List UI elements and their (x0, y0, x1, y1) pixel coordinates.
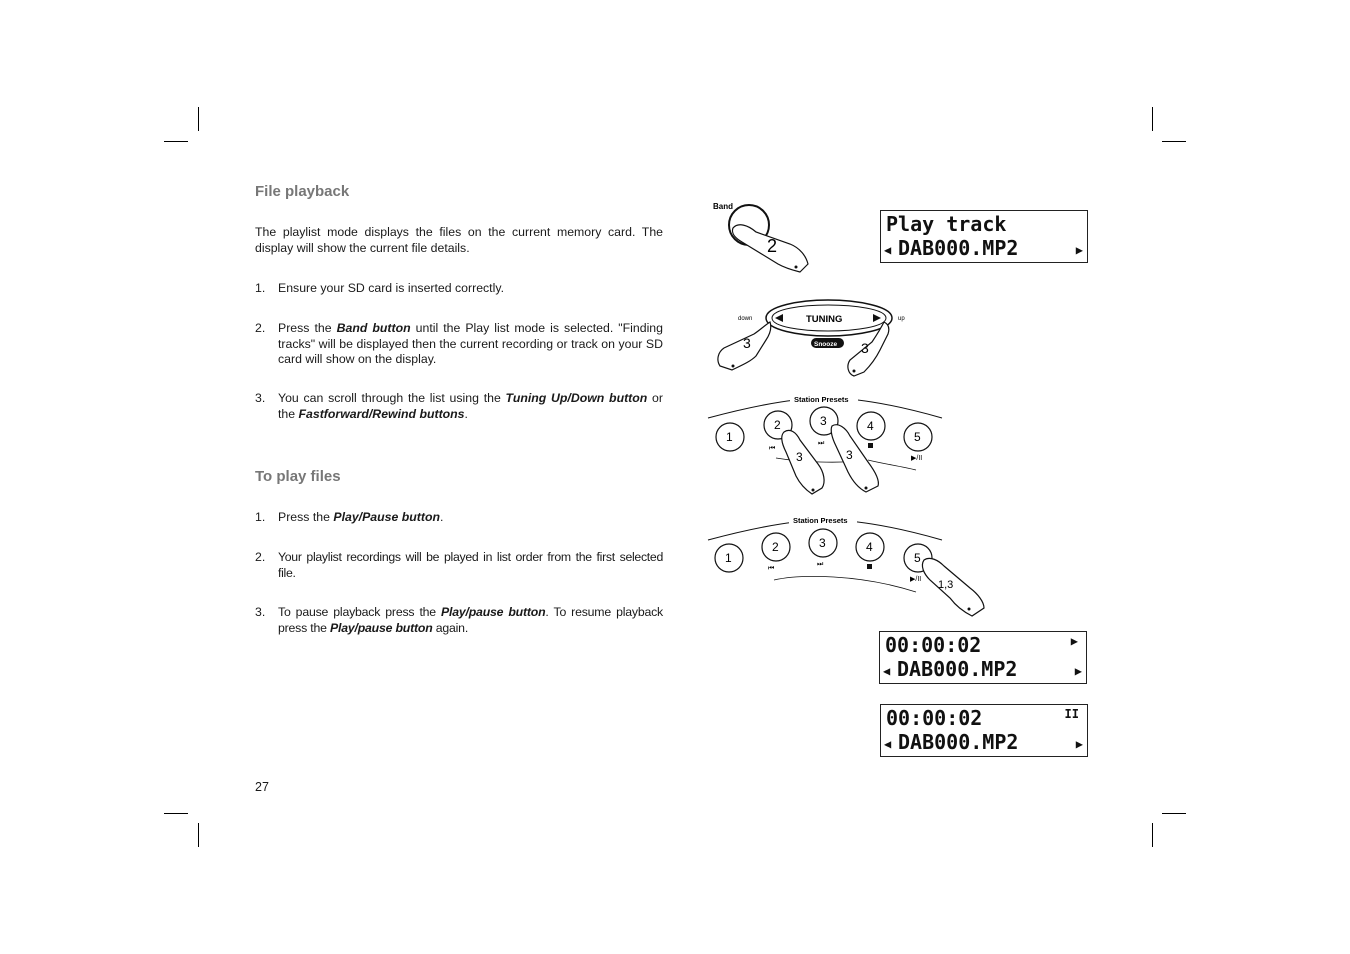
scroll-left-arrow-icon: ◀ (883, 664, 891, 678)
step-emphasis: Play/Pause button (333, 510, 440, 524)
sd-arc (774, 576, 916, 592)
scroll-right-arrow-icon: ▶ (1075, 243, 1083, 257)
rewind-icon: ⏮ (768, 565, 775, 572)
page-number: 27 (255, 780, 269, 794)
up-label: up (898, 316, 905, 322)
scroll-left-arrow-icon: ◀ (884, 243, 892, 257)
lcd-line-1: 00:00:02 (886, 706, 983, 730)
step-emphasis: Fastforward/Rewind buttons (298, 406, 465, 421)
presets-label: Station Presets (794, 395, 849, 404)
step-text-part: . To resume playback press the (278, 605, 664, 635)
preset-number: 4 (867, 419, 874, 433)
step-number: 3. (255, 391, 266, 405)
step-text-part: Ensure your SD card is inserted correctly. (278, 281, 504, 295)
tuning-label: TUNING (806, 314, 843, 325)
step-number: 2. (255, 550, 266, 564)
play-step-number: 1,3 (938, 579, 954, 591)
step-number: 2. (255, 321, 266, 335)
presets-label: Station Presets (793, 516, 848, 525)
preset-number: 1 (725, 551, 732, 565)
stop-icon (868, 443, 873, 448)
step-emphasis: Play/pause button (441, 605, 546, 619)
snooze-label: Snooze (814, 341, 838, 348)
step-emphasis: Tuning Up/Down button (505, 391, 648, 405)
rewind-icon: ⏮ (769, 445, 776, 452)
play-pause-icon: ▶/II (910, 576, 922, 583)
station-presets-diagram-2 (708, 513, 984, 616)
scroll-right-arrow-icon: ▶ (1075, 737, 1083, 751)
step-emphasis: Band button (336, 321, 411, 335)
step-text-part: . (464, 406, 468, 421)
down-label: down (738, 316, 753, 322)
section-heading-to-play-files: To play files (255, 468, 341, 485)
tuning-step-left: 3 (743, 335, 751, 351)
band-label: Band (713, 202, 733, 211)
fastforward-icon: ⏭ (817, 561, 824, 568)
preset-number: 2 (772, 540, 779, 554)
step-text-part: again. (432, 620, 469, 635)
fingernail-dot (853, 370, 856, 373)
scroll-right-arrow-icon: ▶ (1074, 664, 1082, 678)
play-pause-icon: ▶/II (911, 455, 923, 462)
preset-number: 5 (914, 430, 921, 444)
preset-number: 3 (820, 414, 827, 428)
step-emphasis: Play/pause button (330, 620, 433, 635)
preset-number: 2 (774, 418, 781, 432)
step-text-part: or the (278, 391, 663, 421)
section-heading-file-playback: File playback (255, 183, 350, 200)
lcd-line-2: DAB000.MP2 (897, 657, 1018, 681)
fingernail-dot (795, 266, 798, 269)
lcd-line-1: 00:00:02 (885, 633, 982, 657)
fingernail-dot (732, 365, 735, 368)
step-text-part: Press the (278, 510, 334, 524)
tuning-button-diagram (718, 300, 905, 376)
fingernail-dot (968, 608, 971, 611)
fastforward-icon: ⏭ (818, 440, 825, 447)
lcd-line-2: DAB000.MP2 (898, 236, 1019, 260)
fingernail-dot (812, 489, 815, 492)
preset-step-b: 3 (846, 448, 853, 462)
intro-paragraph: The playlist mode displays the files on the current memory card. The display will show the current file details. (255, 225, 663, 255)
step-number: 3. (255, 605, 266, 619)
preset-number: 4 (866, 540, 873, 554)
scroll-left-arrow-icon: ◀ (884, 737, 892, 751)
stop-icon (867, 564, 872, 569)
step-text-part: . (439, 510, 444, 524)
lower-arc (868, 460, 916, 470)
fingernail-dot (865, 487, 868, 490)
step-text-part: To pause playback press the (278, 605, 442, 619)
preset-step-a: 3 (796, 450, 803, 464)
step-text-part: until the Play list mode is selected. "Finding tracks" will be displayed then the current recording or track on your SD card will show on the display. (278, 321, 663, 366)
tuning-step-right: 3 (861, 340, 869, 356)
preset-number: 1 (726, 430, 733, 444)
lcd-display-playing (879, 631, 1087, 684)
lcd-line-1: Play track (886, 212, 1007, 236)
band-step-number: 2 (767, 236, 778, 256)
step-text-part: Your playlist recordings will be played in list order from the first selected file. (278, 550, 663, 580)
play-icon: ▶ (1070, 634, 1078, 648)
step-text-part: You can scroll through the list using the (278, 391, 506, 405)
preset-number: 3 (819, 536, 826, 550)
band-button-diagram (713, 202, 808, 272)
lcd-display-paused (880, 704, 1088, 757)
station-presets-diagram-1 (708, 392, 942, 494)
lcd-line-2: DAB000.MP2 (898, 730, 1019, 754)
step-text-part: Press the (278, 321, 337, 335)
lcd-display-play-track (880, 210, 1088, 263)
step-number: 1. (255, 510, 266, 524)
pause-icon: II (1064, 707, 1079, 721)
preset-number: 5 (914, 551, 921, 565)
step-number: 1. (255, 281, 266, 295)
